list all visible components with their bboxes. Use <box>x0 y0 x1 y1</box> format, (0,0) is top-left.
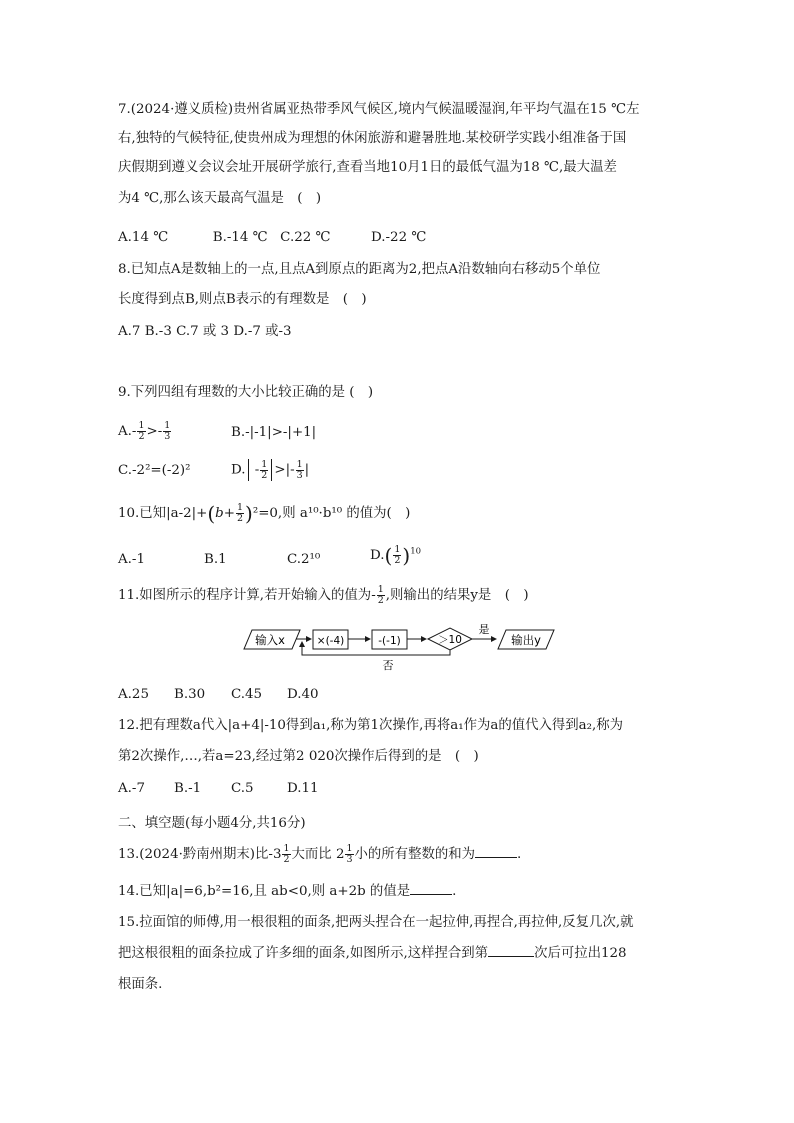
q8-line1: 8.已知点A是数轴上的一点,且点A到原点的距离为2,把点A沿数轴向右移动5个单位 <box>118 262 601 277</box>
frac-den: 3 <box>164 431 171 442</box>
paren-close: ) <box>245 501 253 526</box>
q9-d-mid: >|- <box>274 462 295 478</box>
abs-bar <box>271 459 272 481</box>
q15-line1: 15.拉面馆的师傅,用一根很粗的面条,把两头捏合在一起拉伸,再捏合,再拉伸,反复几次,就 <box>118 915 634 930</box>
q9-d-prefix: D. <box>231 462 246 478</box>
flow-condition-label: ＞10 <box>438 634 462 646</box>
q9-options-cd <box>118 458 310 483</box>
frac-num: 1 <box>283 843 290 854</box>
q11-suffix: ,则输出的结果y是 ( ) <box>385 588 529 603</box>
q12-option-a: A.-7 <box>118 781 145 796</box>
q15-line2 <box>118 945 627 963</box>
q11-stem <box>118 585 529 609</box>
frac-num: 1 <box>394 544 401 555</box>
fraction-third <box>345 844 353 865</box>
q10-stem <box>118 503 410 533</box>
answer-blank[interactable] <box>488 956 534 957</box>
frac-den: 2 <box>394 555 401 566</box>
frac-den: 3 <box>346 854 353 865</box>
abs-bar <box>248 459 249 481</box>
q8-line2: 长度得到点B,则点B表示的有理数是 ( ) <box>118 292 367 307</box>
q9-a-prefix: A.- <box>118 424 137 439</box>
flow-yes-label: 是 <box>478 623 490 636</box>
q7-line4: 为4 ℃,那么该天最高气温是 ( ) <box>118 191 322 206</box>
section-title: 二、填空题(每小题4分,共16分) <box>118 816 306 831</box>
q14-stem <box>118 883 456 901</box>
q9-a-mid: >- <box>146 424 163 439</box>
answer-blank[interactable] <box>410 894 452 895</box>
q15-line2-suffix: 次后可拉出128 <box>534 946 627 961</box>
flow-subtract-label: -(-1) <box>378 635 401 647</box>
frac-num: 1 <box>261 458 268 470</box>
frac-num: 1 <box>346 843 353 854</box>
fraction-half <box>282 844 290 865</box>
q7-line2: 右,独特的气候特征,使贵州成为理想的休闲旅游和避暑胜地.某校研学实践小组准备于国 <box>118 131 627 146</box>
q12-option-d: D.11 <box>287 781 319 796</box>
q11-option-c: C.45 <box>231 687 263 702</box>
q11-flowchart <box>242 620 558 674</box>
flow-multiply-label: ×(-4) <box>316 635 345 647</box>
q9-option-a <box>118 420 172 442</box>
flow-condition-diamond <box>428 628 472 650</box>
q12-line2: 第2次操作,…,若a=23,经过第2 020次操作后得到的是 ( ) <box>118 749 479 764</box>
q7-option-a: A.14 ℃ <box>118 230 169 245</box>
fraction-third <box>163 421 171 442</box>
frac-den: 3 <box>296 469 303 481</box>
frac-den: 2 <box>283 854 290 865</box>
q9-options-ab <box>118 420 317 445</box>
q7-line3: 庆假期到遵义会议会址开展研学旅行,查看当地10月1日的最低气温为18 ℃,最大温差 <box>118 160 617 175</box>
q9-option-b: B.-|-1|>-|+1| <box>231 425 317 440</box>
q10-d-prefix: D. <box>370 548 385 563</box>
q11-option-d: D.40 <box>287 687 319 702</box>
q10-paren-inner: b+ <box>215 506 235 521</box>
q14-end: . <box>452 884 457 899</box>
paren-open: ( <box>384 543 393 568</box>
frac-num: 1 <box>236 502 244 513</box>
q11-option-b: B.30 <box>174 687 206 702</box>
q10-option-d <box>370 545 421 566</box>
q13-prefix: 13.(2024·黔南州期末)比-3 <box>118 847 282 862</box>
frac-num: 1 <box>377 584 384 595</box>
fraction-third <box>296 460 304 481</box>
q7-options <box>118 229 426 247</box>
q13-end: . <box>517 847 522 862</box>
answer-blank[interactable] <box>475 857 517 858</box>
frac-den: 2 <box>236 513 244 524</box>
flow-output-box <box>498 630 554 649</box>
q9-d-suffix: | <box>304 462 310 478</box>
fraction-half <box>393 545 401 566</box>
q8-options: A.7 B.-3 C.7 或 3 D.-7 或-3 <box>118 324 292 339</box>
q15-line2-prefix: 把这根很粗的面条拉成了许多细的面条,如图所示,这样捏合到第 <box>118 946 489 961</box>
frac-den: 2 <box>261 469 268 481</box>
frac-num: 1 <box>138 420 145 431</box>
exponent: 10 <box>410 546 422 557</box>
fraction-half <box>377 585 385 606</box>
q11-prefix: 11.如图所示的程序计算,若开始输入的值为- <box>118 588 376 603</box>
q10-after-eq: ²=0,则 a¹⁰·b¹⁰ 的值为( ) <box>252 506 411 521</box>
fraction-half <box>137 421 145 442</box>
q10-prefix: 10.已知|a-2|+ <box>118 506 208 521</box>
paren-close: ) <box>402 543 411 568</box>
frac-num: 1 <box>164 420 171 431</box>
q9-option-d: D. - $\frac{1}{2}$ >|- $\frac{1}{3}$ | <box>231 458 310 481</box>
q11-option-a: A.25 <box>118 687 149 702</box>
frac-num: 1 <box>296 458 303 470</box>
q9-option-c: C.-2²=(-2)² <box>118 463 191 478</box>
q15-line3: 根面条. <box>118 977 163 992</box>
q10-option-a: A.-1 <box>118 552 145 567</box>
frac-den: 2 <box>138 431 145 442</box>
q10-option-c: C.2¹⁰ <box>287 552 321 567</box>
flow-output-label: 输出y <box>511 633 541 647</box>
q13-stem <box>118 844 521 870</box>
flow-multiply-box <box>313 630 348 649</box>
fraction-half <box>236 503 244 524</box>
q12-line1: 12.把有理数a代入|a+4|-10得到a₁,称为第1次操作,再将a₁作为a的值代入得到a₂,称为 <box>118 718 624 733</box>
flow-no-label: 否 <box>382 659 394 672</box>
q7-line1: 7.(2024·遵义质检)贵州省属亚热带季风气候区,境内气候温暖湿润,年平均气温在15 ℃左 <box>118 102 640 117</box>
fraction-half <box>260 460 268 481</box>
paren-open: ( <box>207 501 216 526</box>
q7-option-b: B.-14 ℃ <box>212 230 268 245</box>
q14-text: 14.已知|a|=6,b²=16,且 ab<0,则 a+2b 的值是 <box>118 884 411 899</box>
q7-option-d: D.-22 ℃ <box>371 230 427 245</box>
flow-input-box <box>244 630 300 649</box>
q9-stem: 9.下列四组有理数的大小比较正确的是 ( ) <box>118 385 374 400</box>
flow-input-label: 输入x <box>255 633 285 647</box>
q13-mid: 大而比 2 <box>291 847 345 862</box>
frac-den: 2 <box>377 595 384 606</box>
q13-suffix: 小的所有整数的和为 <box>354 847 476 862</box>
flow-subtract-box <box>372 630 407 649</box>
q7-option-c: C.22 ℃ <box>280 230 331 245</box>
q12-option-b: B.-1 <box>174 781 202 796</box>
q12-option-c: C.5 <box>231 781 254 796</box>
q10-option-b: B.1 <box>204 552 227 567</box>
